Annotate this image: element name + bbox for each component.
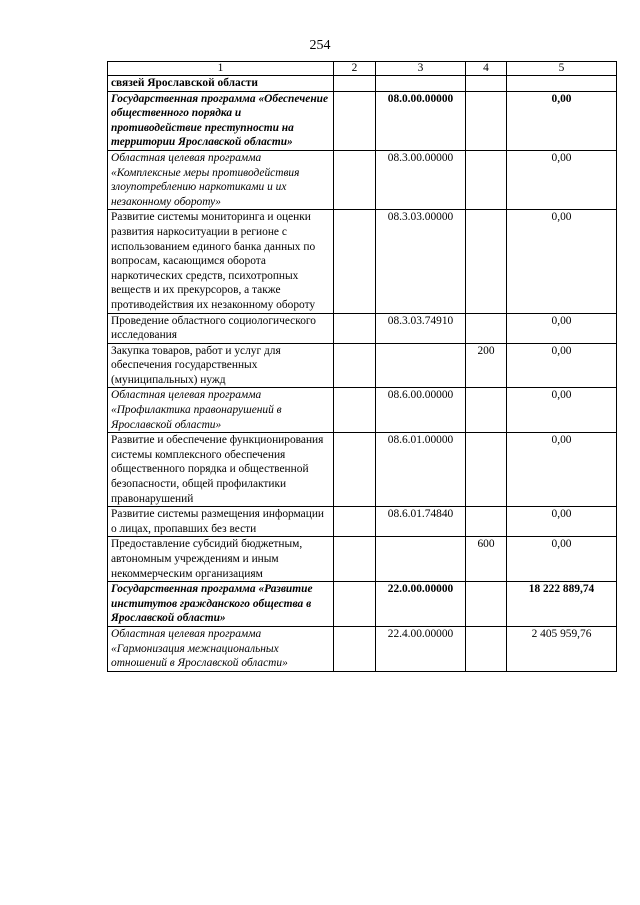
- row-name: Проведение областного социологического исследования: [108, 313, 334, 343]
- row-type: [466, 626, 507, 671]
- row-col2: [334, 626, 376, 671]
- row-amount: 0,00: [507, 313, 617, 343]
- table-row: [108, 210, 617, 313]
- row-name: Государственная программа «Обеспечение общественного порядка и противодействие преступности на территории Ярославской области»: [108, 91, 334, 150]
- row-code: 08.6.01.00000: [376, 433, 466, 507]
- header-col-4: 4: [466, 62, 507, 76]
- table-row: [108, 433, 617, 507]
- row-name: Предоставление субсидий бюджетным, автономным учреждениям и иным некоммерческим организациям: [108, 537, 334, 582]
- row-amount: 0,00: [507, 91, 617, 150]
- row-name: Развитие и обеспечение функционирования системы комплексного обеспечения общественного порядка и общественной безопасности, общей профилактики правонарушений: [108, 433, 334, 507]
- row-type: [466, 210, 507, 313]
- row-col2: [334, 210, 376, 313]
- row-amount: 0,00: [507, 343, 617, 388]
- row-amount: 0,00: [507, 537, 617, 582]
- row-col2: [334, 343, 376, 388]
- table-row: [108, 537, 617, 582]
- header-col-1: 1: [108, 62, 334, 76]
- row-name: Закупка товаров, работ и услуг для обеспечения государственных (муниципальных) нужд: [108, 343, 334, 388]
- row-name: Областная целевая программа «Профилактика правонарушений в Ярославской области»: [108, 388, 334, 433]
- row-code: [376, 76, 466, 92]
- row-type: [466, 313, 507, 343]
- row-amount: 2 405 959,76: [507, 626, 617, 671]
- table-row: [108, 582, 617, 627]
- row-type: [466, 433, 507, 507]
- row-col2: [334, 76, 376, 92]
- row-code: 08.6.01.74840: [376, 507, 466, 537]
- table-row: [108, 507, 617, 537]
- row-amount: 0,00: [507, 150, 617, 209]
- table-header-row: [108, 62, 617, 76]
- row-type: [466, 582, 507, 627]
- row-name: связей Ярославской области: [108, 76, 334, 92]
- row-amount: 0,00: [507, 507, 617, 537]
- row-amount: 18 222 889,74: [507, 582, 617, 627]
- table-row: [108, 91, 617, 150]
- row-type: 600: [466, 537, 507, 582]
- row-code: 22.4.00.00000: [376, 626, 466, 671]
- row-type: [466, 150, 507, 209]
- row-type: [466, 507, 507, 537]
- row-code: [376, 537, 466, 582]
- table-row: [108, 626, 617, 671]
- row-type: 200: [466, 343, 507, 388]
- row-name: Областная целевая программа «Комплексные меры противодействия злоупотреблению наркотиками и их незаконному обороту»: [108, 150, 334, 209]
- header-col-2: 2: [334, 62, 376, 76]
- row-col2: [334, 537, 376, 582]
- row-code: 08.0.00.00000: [376, 91, 466, 150]
- row-col2: [334, 388, 376, 433]
- table-row: [108, 388, 617, 433]
- row-amount: 0,00: [507, 433, 617, 507]
- row-amount: 0,00: [507, 210, 617, 313]
- row-code: 08.3.00.00000: [376, 150, 466, 209]
- row-code: 08.3.03.00000: [376, 210, 466, 313]
- row-type: [466, 91, 507, 150]
- row-col2: [334, 313, 376, 343]
- row-code: 22.0.00.00000: [376, 582, 466, 627]
- row-col2: [334, 507, 376, 537]
- table-row: [108, 313, 617, 343]
- page-number: 254: [309, 38, 331, 53]
- row-name: Государственная программа «Развитие институтов гражданского общества в Ярославской области»: [108, 582, 334, 627]
- table-body: [108, 76, 617, 672]
- budget-table: [107, 61, 617, 672]
- row-col2: [334, 433, 376, 507]
- table-row: [108, 76, 617, 92]
- row-type: [466, 76, 507, 92]
- row-col2: [334, 150, 376, 209]
- header-col-3: 3: [376, 62, 466, 76]
- row-amount: 0,00: [507, 388, 617, 433]
- table-row: [108, 343, 617, 388]
- row-name: Развитие системы размещения информации о лицах, пропавших без вести: [108, 507, 334, 537]
- row-name: Развитие системы мониторинга и оценки развития наркоситуации в регионе с использованием единого банка данных по вопросам, касающимся оборота наркотических средств, психотропных веществ и их прекурсоров, а также противодействия их незаконному обороту: [108, 210, 334, 313]
- row-code: [376, 343, 466, 388]
- row-name: Областная целевая программа «Гармонизация межнациональных отношений в Ярославской области»: [108, 626, 334, 671]
- row-col2: [334, 582, 376, 627]
- row-code: 08.3.03.74910: [376, 313, 466, 343]
- row-amount: [507, 76, 617, 92]
- row-col2: [334, 91, 376, 150]
- row-code: 08.6.00.00000: [376, 388, 466, 433]
- header-col-5: 5: [507, 62, 617, 76]
- row-type: [466, 388, 507, 433]
- table-row: [108, 150, 617, 209]
